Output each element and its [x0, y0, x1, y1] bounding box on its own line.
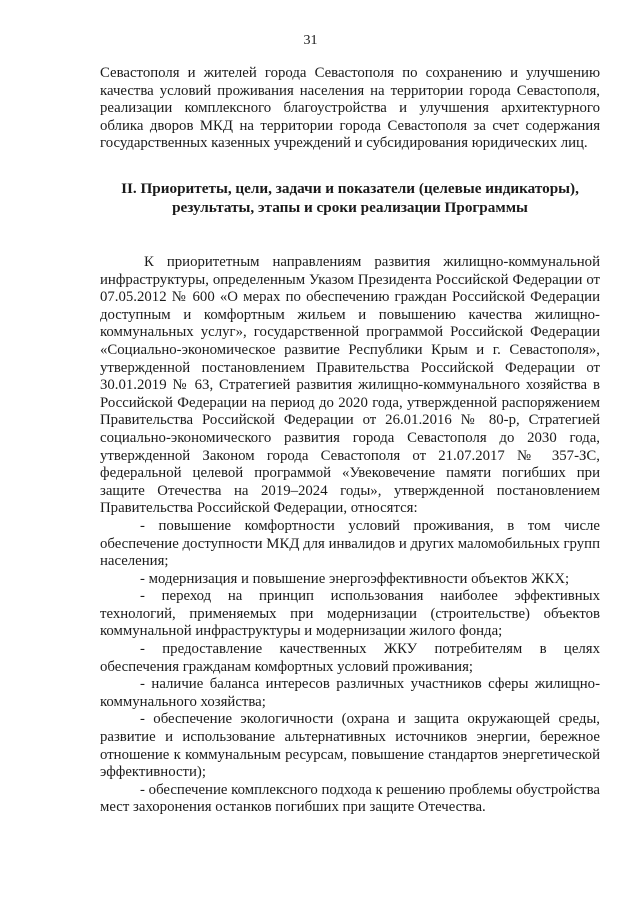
- priority-item-3: - переход на принцип использования наиболее эффективных технологий, применяемых при модернизации (строительстве) объектов коммунальной инфраструктуры и модернизации жилого фонда;: [100, 588, 600, 640]
- section-heading: [90, 179, 610, 217]
- section-body: [100, 254, 600, 817]
- priority-item-6: - обеспечение экологичности (охрана и защита окружающей среды, развитие и использование альтернативных источников энергии, бережное отношение к коммунальным ресурсам, повышение стандартов энергетической эффективности);: [100, 711, 600, 781]
- priority-item-2: - модернизация и повышение энергоэффективности объектов ЖКХ;: [140, 570, 570, 587]
- priority-item-4: - предоставление качественных ЖКУ потребителям в целях обеспечения гражданам комфортных условий проживания;: [100, 641, 600, 675]
- priority-item-7: - обеспечение комплексного подхода к решению проблемы обустройства мест захоронения останков погибших при защите Отечества.: [100, 781, 600, 816]
- intro-paragraph-text: Севастополя и жителей города Севастополя по сохранению и улучшению качества условий проживания населения на территории города Севастополя, реализации комплексного благоустройства и улучшения архитектурного облика дворов МКД на территории города Севастополя за счет содержания государственных казенных учреждений и субсидирования юридических лиц.: [100, 65, 600, 152]
- lead-paragraph: К приоритетным направлениям развития жилищно-коммунальной инфраструктуры, определенным Указом Президента Российской Федерации от 07.05.2012 № 600 «О мерах по обеспечению граждан Российской Федерации доступным и комфортным жильем и повышению качества жилищно-коммунальных услуг», государственной программой Российской Федерации «Социально-экономическое развитие Республики Крым и г. Севастополя», утвержденной постановлением Правительства Российской Федерации от 30.01.2019 № 63, Стратегией развития жилищно-коммунального хозяйства в Российской Федерации на период до 2020 года, утвержденной распоряжением Правительства Российской Федерации от 26.01.2016 № 80-р, Стратегией социально-экономического развития города Севастополя до 2030 года, утвержденной Законом города Севастополя от 21.07.2017 № 357-ЗС, федеральной целевой программой «Увековечение памяти погибших при защите Отечества на 2019–2024 годы», утвержденной постановлением Правительства Российской Федерации, относятся:: [100, 254, 600, 517]
- section-heading-line-1: II. Приоритеты, цели, задачи и показатели (целевые индикаторы),: [121, 180, 579, 197]
- section-heading-line-2: результаты, этапы и сроки реализации Программы: [172, 199, 528, 216]
- page-number: 31: [303, 33, 318, 48]
- priority-item-1: - повышение комфортности условий проживания, в том числе обеспечение доступности МКД для инвалидов и других маломобильных групп населения;: [100, 517, 600, 570]
- intro-paragraph: [100, 65, 600, 153]
- priority-item-5: - наличие баланса интересов различных участников сферы жилищно-коммунального хозяйства;: [100, 676, 600, 710]
